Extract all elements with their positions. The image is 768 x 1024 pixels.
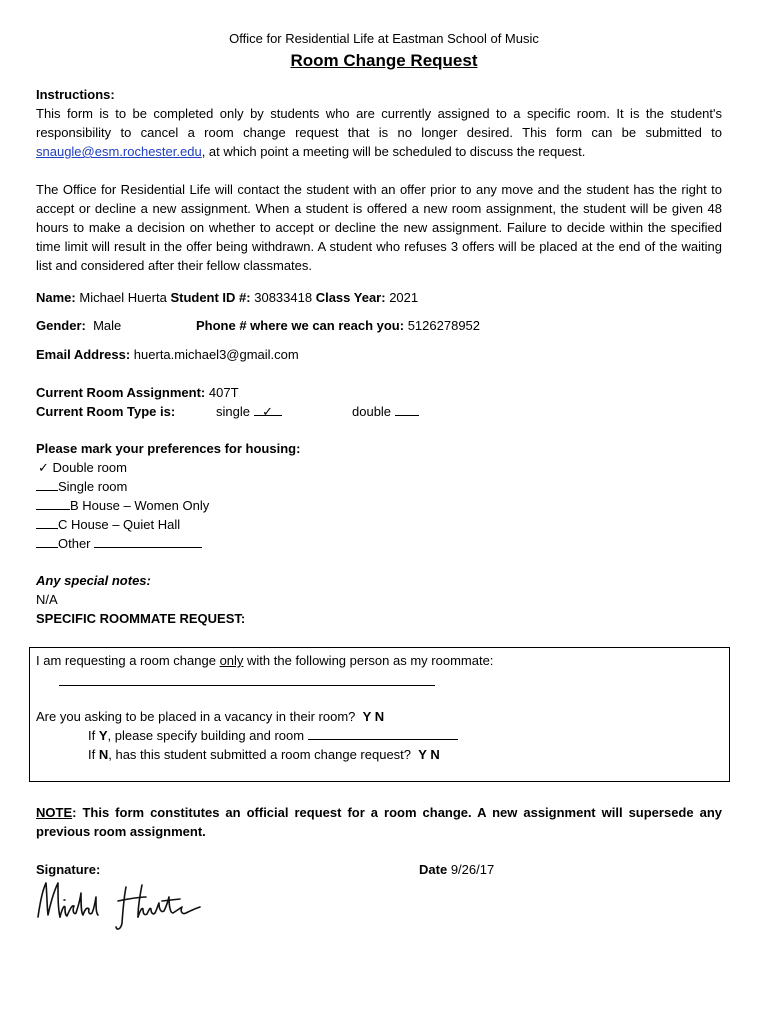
roommate-request-box (29, 647, 730, 782)
student-id-label: Student ID #: (170, 290, 251, 305)
submitted-yn[interactable]: Y N (418, 747, 440, 762)
pref-c-house-blank[interactable] (36, 515, 58, 529)
gender-field (36, 316, 121, 335)
instructions-paragraph-1: This form is to be completed only by students who are currently assigned to a specific room. It is the student's responsibility to cancel a room change request that is no longer desired. This form can be submitted to snaugle@esm.rochester.edu, at which point a meeting will be scheduled to discuss the request. (36, 106, 722, 159)
pref-c-house-label: C House – Quiet Hall (58, 517, 181, 532)
form-title: Room Change Request (290, 51, 478, 70)
room-type-single (216, 402, 282, 421)
phone-value: 5126278952 (407, 318, 481, 333)
pref-c-house (36, 515, 180, 534)
room-assignment-value: 407T (208, 385, 239, 400)
roommate-request-heading: SPECIFIC ROOMMATE REQUEST: (36, 611, 246, 626)
pref-other-blank[interactable] (36, 534, 58, 548)
pref-b-house (36, 496, 209, 515)
pref-b-house-blank[interactable] (36, 496, 70, 510)
email-label: Email Address: (36, 347, 131, 362)
office-header: Office for Residential Life at Eastman School of Music (229, 31, 539, 46)
pref-single-blank[interactable] (36, 477, 58, 491)
instructions-heading: Instructions: (36, 87, 115, 102)
date-field (419, 860, 494, 879)
date-value: 9/26/17 (450, 862, 495, 877)
special-notes-value: N/A (36, 592, 58, 607)
pref-double-room (38, 458, 127, 477)
gender-value: Male (93, 318, 122, 333)
class-year-label: Class Year: (315, 290, 386, 305)
signature-image (34, 873, 204, 935)
room-type-double (352, 402, 419, 421)
phone-field (196, 316, 480, 335)
double-label: double (352, 404, 392, 419)
name-row (36, 288, 418, 307)
pref-b-house-label: B House – Women Only (70, 498, 210, 513)
special-notes-heading: Any special notes: (36, 573, 151, 588)
room-assignment-label: Current Room Assignment: (36, 385, 206, 400)
student-id-value: 30833418 (254, 290, 313, 305)
email-value: huerta.michael3@gmail.com (133, 347, 299, 362)
double-blank[interactable] (395, 402, 419, 416)
single-checkmark[interactable]: ✓ (254, 402, 282, 416)
single-label: single (216, 404, 250, 419)
room-type-label: Current Room Type is: (36, 404, 176, 419)
pref-single-label: Single room (58, 479, 128, 494)
pref-double-label: Double room (52, 460, 127, 475)
pref-single-room (36, 477, 127, 496)
preferences-heading: Please mark your preferences for housing: (36, 441, 301, 456)
email-field (36, 345, 299, 364)
building-room-blank[interactable] (308, 726, 458, 740)
instructions-paragraph-2: The Office for Residential Life will contact the student with an offer prior to any move and the student has the right to accept or decline a new assignment. When a student is offered a new room assignment, the student will be given 48 hours to make a decision on whether to accept or decline the new assignment. Failure to decide within the specified time limit will result in the offer being withdrawn. A student who refuses 3 offers will be placed at the end of the waiting list and considered after their fellow classmates. (36, 182, 722, 273)
if-no-line: If N, has this student submitted a room change request? Y N (88, 747, 440, 762)
gender-label: Gender: (36, 318, 86, 333)
date-label: Date (419, 862, 448, 877)
room-assignment-field (36, 383, 239, 402)
vacancy-question: Are you asking to be placed in a vacancy in their room? Y N (36, 709, 385, 724)
name-label: Name: (36, 290, 76, 305)
pref-double-checkmark[interactable]: ✓ (38, 460, 49, 475)
class-year-value: 2021 (389, 290, 419, 305)
name-value: Michael Huerta (79, 290, 167, 305)
if-yes-line: If Y, please specify building and room (88, 726, 458, 745)
submission-email-link[interactable]: snaugle@esm.rochester.edu (36, 144, 202, 159)
official-request-note: NOTE: This form constitutes an official request for a room change. A new assignment will supersede any previous room assignment. (36, 805, 722, 839)
vacancy-yn[interactable]: Y N (362, 709, 385, 724)
pref-other-text-blank[interactable] (94, 534, 202, 548)
pref-other-label: Other (58, 536, 91, 551)
signature-label: Signature: (36, 862, 101, 877)
roommate-request-text: I am requesting a room change only with the following person as my roommate: (36, 653, 494, 668)
pref-other (36, 534, 202, 553)
note-label: NOTE (36, 805, 73, 820)
phone-label: Phone # where we can reach you: (196, 318, 405, 333)
roommate-name-blank[interactable] (59, 672, 435, 686)
